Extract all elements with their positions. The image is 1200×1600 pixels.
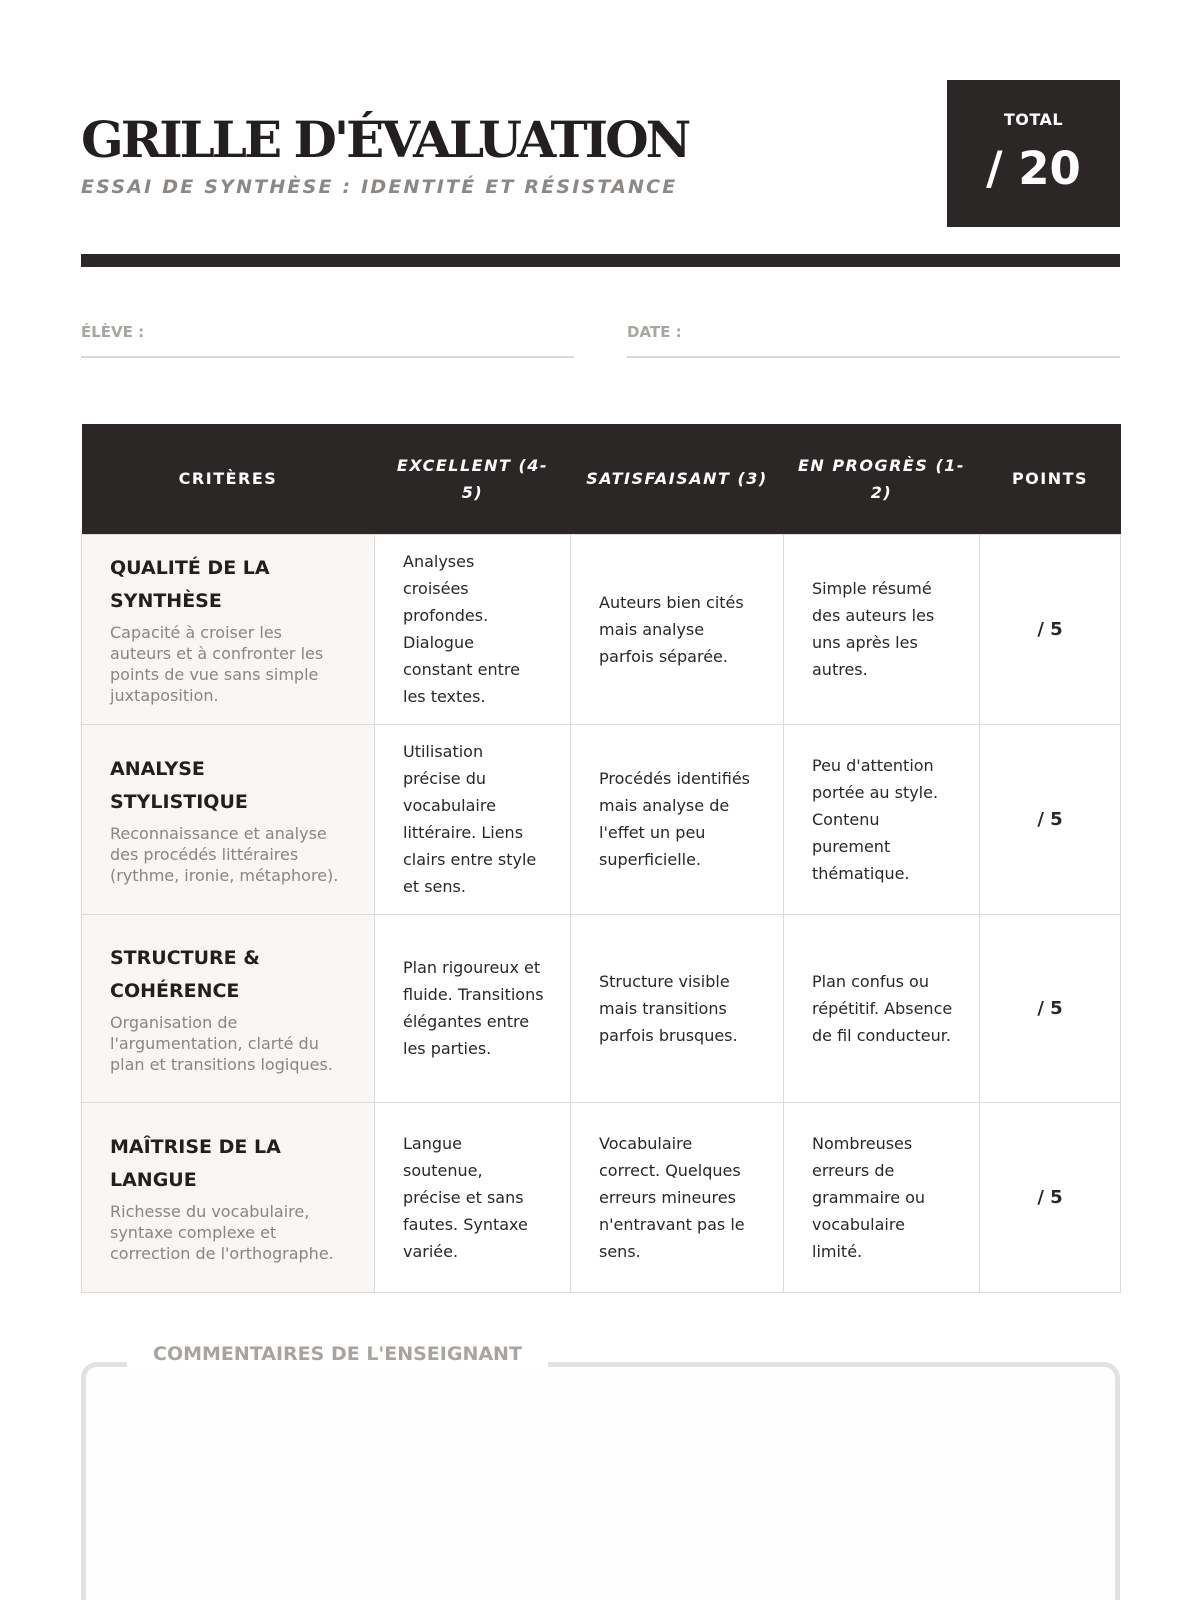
header-en-progres: EN PROGRÈS (1-2) — [784, 424, 980, 534]
teacher-comments-label: COMMENTAIRES DE L'ENSEIGNANT — [127, 1338, 548, 1370]
header-points: POINTS — [980, 424, 1121, 534]
criterion-cell — [82, 1102, 375, 1292]
criterion-title: STRUCTURE & COHÉRENCE — [110, 946, 260, 1002]
satisfaisant-cell: Structure visible mais transitions parfois brusques. — [571, 914, 784, 1102]
points-cell[interactable]: / 5 — [980, 724, 1121, 914]
criterion-cell — [82, 534, 375, 724]
header-divider — [81, 254, 1120, 267]
page-subtitle: ESSAI DE SYNTHÈSE : IDENTITÉ ET RÉSISTANCE — [81, 176, 678, 198]
criterion-cell — [82, 914, 375, 1102]
satisfaisant-cell: Procédés identifiés mais analyse de l'effet un peu superficielle. — [571, 724, 784, 914]
page-header — [81, 80, 1120, 230]
criterion-description: Capacité à croiser les auteurs et à confronter les points de vue sans simple juxtaposition. — [110, 623, 324, 705]
table-header-row — [82, 424, 1121, 534]
header-excellent: EXCELLENT (4-5) — [375, 424, 571, 534]
total-label: TOTAL — [1003, 110, 1064, 129]
progres-cell: Peu d'attention portée au style. Contenu purement thématique. — [784, 724, 980, 914]
student-name-field[interactable] — [81, 322, 574, 358]
points-cell[interactable]: / 5 — [980, 914, 1121, 1102]
table-row — [82, 724, 1121, 914]
page-title: GRILLE D'ÉVALUATION — [81, 110, 689, 169]
excellent-cell: Plan rigoureux et fluide. Transitions élégantes entre les parties. — [375, 914, 571, 1102]
student-label: ÉLÈVE : — [81, 323, 145, 341]
excellent-cell: Utilisation précise du vocabulaire littéraire. Liens clairs entre style et sens. — [375, 724, 571, 914]
date-label: DATE : — [627, 323, 682, 341]
excellent-cell: Langue soutenue, précise et sans fautes. Syntaxe variée. — [375, 1102, 571, 1292]
teacher-comments-box[interactable] — [81, 1362, 1120, 1600]
table-row — [82, 914, 1121, 1102]
points-cell[interactable]: / 5 — [980, 534, 1121, 724]
criterion-description: Organisation de l'argumentation, clarté du plan et transitions logiques. — [110, 1012, 333, 1074]
criterion-cell — [82, 724, 375, 914]
criterion-title: MAÎTRISE DE LA LANGUE — [110, 1135, 281, 1191]
excellent-cell: Analyses croisées profondes. Dialogue constant entre les textes. — [375, 534, 571, 724]
progres-cell: Nombreuses erreurs de grammaire ou vocabulaire limité. — [784, 1102, 980, 1292]
points-cell[interactable]: / 5 — [980, 1102, 1121, 1292]
satisfaisant-cell: Vocabulaire correct. Quelques erreurs mineures n'entravant pas le sens. — [571, 1102, 784, 1292]
satisfaisant-cell: Auteurs bien cités mais analyse parfois séparée. — [571, 534, 784, 724]
criterion-title: QUALITÉ DE LA SYNTHÈSE — [110, 557, 270, 612]
progres-cell: Plan confus ou répétitif. Absence de fil conducteur. — [784, 914, 980, 1102]
table-row — [82, 534, 1121, 724]
total-value: / 20 — [986, 142, 1081, 195]
date-field[interactable] — [627, 322, 1120, 358]
header-satisfaisant: SATISFAISANT (3) — [571, 424, 784, 534]
progres-cell: Simple résumé des auteurs les uns après les autres. — [784, 534, 980, 724]
total-score-box — [947, 80, 1120, 227]
table-row — [82, 1102, 1121, 1292]
criterion-description: Richesse du vocabulaire, syntaxe complexe et correction de l'orthographe. — [110, 1201, 334, 1263]
criterion-description: Reconnaissance et analyse des procédés littéraires (rythme, ironie, métaphore). — [110, 823, 339, 885]
criterion-title: ANALYSE STYLISTIQUE — [110, 757, 248, 813]
rubric-table — [81, 424, 1121, 1293]
header-criteria: CRITÈRES — [82, 424, 375, 534]
